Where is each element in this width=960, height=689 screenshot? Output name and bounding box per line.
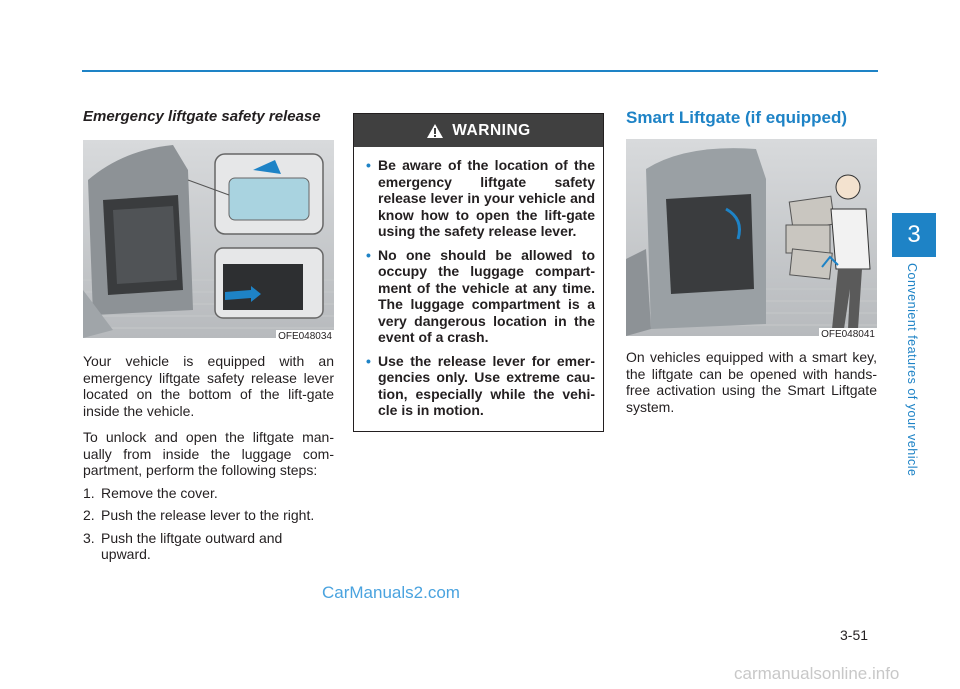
list-item: • Be aware of the location of the emergency liftgate safety release lever in your vehicle and know how to open the lift-gate using the safety release lever. [366,157,595,240]
warning-header [354,114,603,147]
figure-liftgate-release [83,140,334,343]
watermark-link[interactable]: CarManuals2.com [322,583,460,602]
figure-caption: OFE048034 [278,331,332,342]
list-item: 3. Push the liftgate outward and upward. [83,529,283,562]
right-column [626,108,877,415]
warning-title: WARNING [452,121,531,139]
list-item: • No one should be allowed to occupy the luggage compart-ment of the vehicle at any time. The luggage compartment is a very dangerous location in the event of a crash. [366,247,595,346]
figure-smart-liftgate [626,139,877,341]
liftgate-release-illustration [83,140,334,338]
paragraph-smart-liftgate: On vehicles equipped with a smart key, the liftgate can be opened with hands-free activation using the Smart Liftgate system. [626,349,877,415]
list-item: • Use the release lever for emer-gencies only. Use extreme cau-tion, especially while the vehi-cle is in motion. [366,353,595,419]
chapter-title: Convenient features of your vehicle [905,263,919,477]
smart-liftgate-illustration [626,139,877,336]
paragraph-steps-intro: To unlock and open the liftgate man-ually from inside the luggage com-partment, perform the following steps: [83,429,334,478]
paragraph-intro: Your vehicle is equipped with an emergency liftgate safety release lever located on the bottom of the lift-gate inside the vehicle. [83,353,334,419]
footer-watermark: carmanualsonline.info [734,664,900,683]
figure-caption: OFE048041 [821,329,875,340]
warning-list [366,157,595,419]
chapter-title-vertical [905,263,925,493]
steps-list [83,485,334,563]
top-rule [82,70,878,72]
section-heading-smart-liftgate: Smart Liftgate (if equipped) [626,108,847,127]
left-column [83,108,334,563]
page-number: 3-51 [840,627,869,643]
section-heading-emergency: Emergency liftgate safety release [83,108,321,125]
chapter-number: 3 [907,221,921,248]
warning-box [353,113,604,432]
list-item: 1. Remove the cover. [83,484,218,501]
list-item: 2. Push the release lever to the right. [83,507,315,523]
warning-triangle-icon [426,123,444,139]
chapter-tab [892,213,936,257]
